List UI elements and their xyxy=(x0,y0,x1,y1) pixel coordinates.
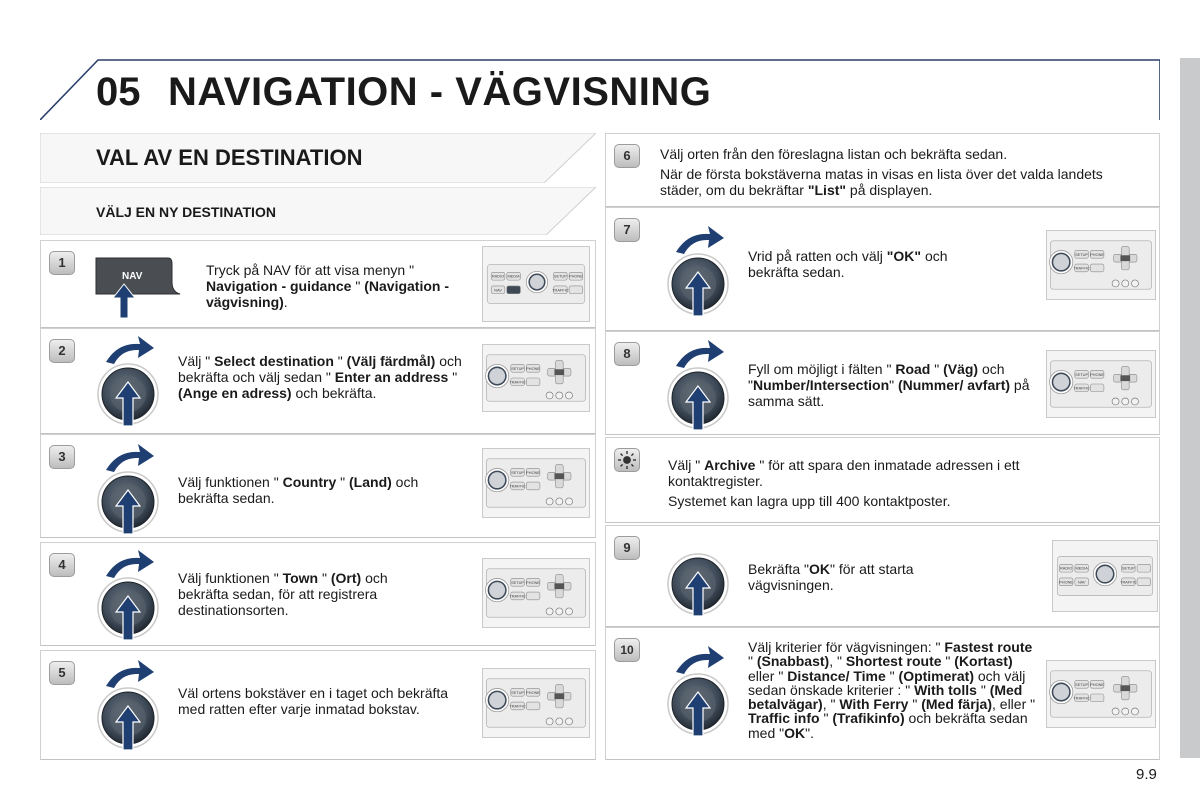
control-panel-thumbnail xyxy=(1052,540,1158,612)
svg-text:NAV: NAV xyxy=(509,287,518,293)
page-number: 9.9 xyxy=(1136,766,1157,783)
svg-text:TRAFFIC: TRAFFIC xyxy=(552,287,569,293)
control-panel-thumbnail xyxy=(1046,350,1156,418)
step-number-badge: 7 xyxy=(614,218,640,242)
svg-text:TRAFFIC: TRAFFIC xyxy=(509,703,526,709)
svg-text:PHONE: PHONE xyxy=(526,365,540,371)
step-number-badge: 8 xyxy=(614,342,640,366)
tip-icon xyxy=(614,448,640,472)
step-6-text: Välj orten från den föreslagna listan och bekräfta sedan. När de första bokstäverna matas in visas en lista över det valda landets städer, om du bekräftar "List" på displayen. xyxy=(660,146,1103,198)
step-number-badge: 2 xyxy=(49,339,75,363)
svg-text:RADIO: RADIO xyxy=(1059,565,1073,571)
nav-button-illustration xyxy=(92,252,182,320)
control-panel-thumbnail xyxy=(482,558,590,628)
step-number-badge: 4 xyxy=(49,553,75,577)
knob-illustration xyxy=(94,656,164,754)
knob-illustration xyxy=(664,642,734,740)
chapter-number: 05 xyxy=(96,70,141,114)
svg-text:SETUP: SETUP xyxy=(511,469,525,475)
section-title: VAL AV EN DESTINATION xyxy=(96,145,363,170)
control-panel-thumbnail xyxy=(1046,230,1156,300)
svg-text:SETUP: SETUP xyxy=(553,273,567,279)
svg-text:PHONE: PHONE xyxy=(1090,371,1105,377)
svg-text:NAV: NAV xyxy=(1077,579,1086,585)
svg-text:SETUP: SETUP xyxy=(1075,371,1089,377)
svg-text:SETUP: SETUP xyxy=(1075,681,1089,687)
subsection-title: VÄLJ EN NY DESTINATION xyxy=(96,204,276,220)
svg-text:PHONE: PHONE xyxy=(1090,681,1105,687)
knob-illustration xyxy=(94,332,164,430)
nav-button-label: NAV xyxy=(122,271,143,282)
svg-text:PHONE: PHONE xyxy=(526,689,540,695)
step-1-text: Tryck på NAV för att visa menyn " Navigation - guidance " (Navigation - vägvisning). xyxy=(206,262,449,310)
step-10-text: Välj kriterier för vägvisningen: " Fastest route " (Snabbast), " Shortest route " (Kortast) eller " Distance/ Time " (Optimerat) och välj sedan önskade kriterier : " With tolls " (Med betalvägar), " With Ferry " (Med färja), eller " Traffic info " (Trafikinfo) och bekräfta sedan med "OK". xyxy=(748,639,1036,741)
step-number-badge: 5 xyxy=(49,661,75,685)
svg-text:SETUP: SETUP xyxy=(1121,565,1135,571)
svg-text:TRAFFIC: TRAFFIC xyxy=(509,483,526,489)
step-9-text: Bekräfta "OK" för att starta vägvisningen. xyxy=(748,561,914,593)
knob-illustration xyxy=(94,546,164,644)
knob-illustration xyxy=(664,222,734,320)
knob-illustration xyxy=(664,336,734,434)
svg-text:TRAFFIC: TRAFFIC xyxy=(1120,579,1137,585)
svg-text:SETUP: SETUP xyxy=(511,579,525,585)
step-2-text: Välj " Select destination " (Välj färdmål) och bekräfta och välj sedan " Enter an address " (Ange en adress) och bekräfta. xyxy=(178,353,462,401)
chapter-title: NAVIGATION - VÄGVISNING xyxy=(168,70,712,114)
control-panel-thumbnail xyxy=(482,448,590,518)
svg-text:PHONE: PHONE xyxy=(1090,251,1105,257)
control-panel-thumbnail xyxy=(482,668,590,738)
control-panel-thumbnail xyxy=(482,246,590,322)
svg-text:TRAFFIC: TRAFFIC xyxy=(509,379,526,385)
step-number-badge: 6 xyxy=(614,144,640,168)
control-panel-thumbnail xyxy=(482,344,590,412)
svg-text:MEDIA: MEDIA xyxy=(1075,565,1088,571)
svg-text:PHONE: PHONE xyxy=(526,579,540,585)
knob-illustration xyxy=(94,440,164,538)
svg-text:SETUP: SETUP xyxy=(1075,251,1089,257)
svg-text:TRAFFIC: TRAFFIC xyxy=(1073,265,1090,271)
svg-text:PHONE: PHONE xyxy=(1059,579,1074,585)
step-4-text: Välj funktionen " Town " (Ort) och bekräfta sedan, för att registrera destinationsorten. xyxy=(178,570,388,618)
svg-text:MEDIA: MEDIA xyxy=(507,273,520,279)
svg-text:TRAFFIC: TRAFFIC xyxy=(1073,695,1090,701)
step-8-text: Fyll om möjligt i fälten " Road " (Väg) och "Number/Intersection" (Nummer/ avfart) på samma sätt. xyxy=(748,361,1030,409)
step-number-badge: 9 xyxy=(614,536,640,560)
svg-text:TRAFFIC: TRAFFIC xyxy=(1073,385,1090,391)
step-7-text: Vrid på ratten och välj "OK" och bekräfta sedan. xyxy=(748,248,948,280)
svg-text:PHONE: PHONE xyxy=(569,273,583,279)
tip-text: Välj " Archive " för att spara den inmatade adressen i ett kontaktregister. Systemet kan lagra upp till 400 kontaktposter. xyxy=(668,457,1020,509)
step-number-badge: 3 xyxy=(49,445,75,469)
step-number-badge: 1 xyxy=(49,251,75,275)
svg-text:NAV: NAV xyxy=(494,287,502,293)
svg-text:SETUP: SETUP xyxy=(511,689,525,695)
svg-text:PHONE: PHONE xyxy=(526,469,540,475)
control-panel-thumbnail xyxy=(1046,660,1156,728)
knob-push-illustration xyxy=(664,532,734,620)
side-tab-strip xyxy=(1180,58,1200,758)
svg-text:TRAFFIC: TRAFFIC xyxy=(509,593,526,599)
step-5-text: Väl ortens bokstäver en i taget och bekräfta med ratten efter varje inmatad bokstav. xyxy=(178,685,449,717)
step-number-badge: 10 xyxy=(614,638,640,662)
svg-text:SETUP: SETUP xyxy=(511,365,525,371)
svg-text:RADIO: RADIO xyxy=(491,273,505,279)
step-3-text: Välj funktionen " Country " (Land) och bekräfta sedan. xyxy=(178,474,419,506)
